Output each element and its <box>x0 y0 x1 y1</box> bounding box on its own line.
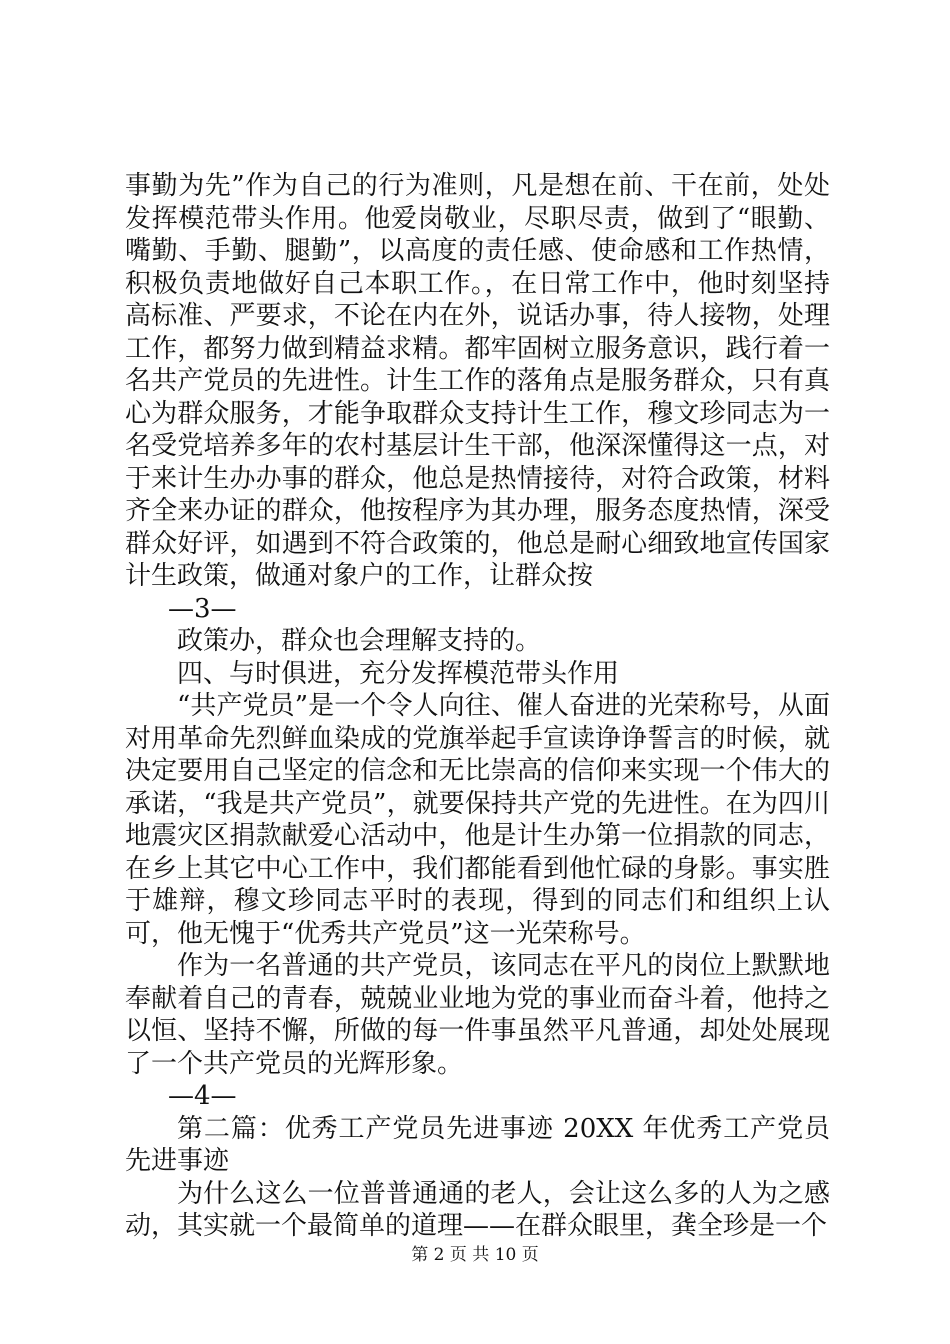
paragraph: “共产党员”是一个令人向往、催人奋进的光荣称号，从面对用革命先烈鲜血染成的党旗举起手宣读诤诤誓言的时候，就决定要用自己坚定的信念和无比崇高的信仰来实现一个伟大的承诺，“我是共产党员”，就要保持共产党的先进性。在为四川地震灾区捐款献爱心活动中，他是计生办第一位捐款的同志，在乡上其它中心工作中，我们都能看到他忙碌的身影。事实胜于雄辩，穆文珍同志平时的表现，得到的同志们和组织上认可，他无愧于“优秀共产党员”这一光荣称号。 <box>125 691 830 949</box>
section-heading: 四、与时俱进，充分发挥模范带头作用 <box>177 658 620 689</box>
paragraph-continuation: 事勤为先”作为自己的行为准则，凡是想在前、干在前，处处发挥模范带头作用。他爱岗敬业，尽职尽责，做到了“眼勤、嘴勤、手勤、腿勤”，以高度的责任感、使命感和工作热情，积极负责地做好自己本职工作。，在日常工作中，他时刻坚持高标准、严要求，不论在内在外，说话办事，待人接物，处理工作，都努力做到精益求精。都牢固树立服务意识，践行着一名共产党员的先进性。计生工作的落角点是服务群众，只有真心为群众服务，才能争取群众支持计生工作，穆文珍同志为一名受党培养多年的农村基层计生干部，他深深懂得这一点，对于来计生办办事的群众，他总是热情接待，对符合政策，材料齐全来办证的群众，他按程序为其办理，服务态度热情，深受群众好评，如遇到不符合政策的，他总是耐心细致地宣传国家计生政策，做通对象户的工作，让群众按 <box>125 171 830 591</box>
page-marker-4: —4— <box>168 1081 237 1111</box>
page-footer: 第 2 页 共 10 页 <box>411 1245 539 1265</box>
page-marker-3: —3— <box>168 593 237 624</box>
paragraph: 为什么这么一位普普通通的老人，会让这么多的人为之感动，其实就一个最简单的道理——在群众眼里，龚全珍是一个 <box>125 1178 830 1241</box>
document-body <box>125 170 830 1243</box>
chapter-heading: 第二篇：优秀工产党员先进事迹 20XX 年优秀工产党员先进事迹 <box>125 1113 830 1176</box>
paragraph: 作为一名普通的共产党员，该同志在平凡的岗位上默默地奉献着自己的青春，兢兢业业地为党的事业而奋斗着，他持之以恒、坚持不懈，所做的每一件事虽然平凡普通，却处处展现了一个共产党员的光辉形象。 <box>125 951 830 1079</box>
paragraph: 政策办，群众也会理解支持的。 <box>177 626 542 656</box>
